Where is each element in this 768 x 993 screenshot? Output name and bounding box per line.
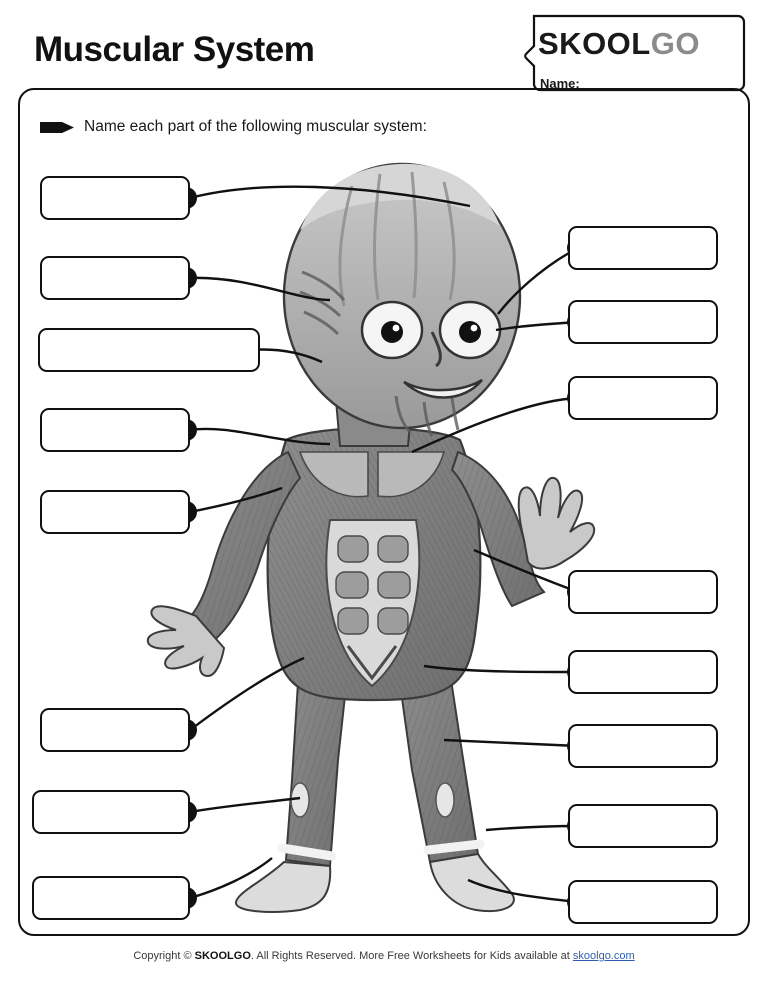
logo-go: GO xyxy=(650,26,700,61)
answer-box-left-6[interactable] xyxy=(40,708,190,752)
answer-box-left-5[interactable] xyxy=(40,490,190,534)
answer-box-right-7[interactable] xyxy=(568,804,718,848)
footer-brand-go: GO xyxy=(233,950,251,962)
logo-wordmark xyxy=(538,26,700,62)
answer-box-right-5[interactable] xyxy=(568,650,718,694)
footer-link[interactable]: skoolgo.com xyxy=(572,950,635,962)
answer-box-right-4[interactable] xyxy=(568,570,718,614)
answer-box-left-2[interactable] xyxy=(40,256,190,300)
page-title: Muscular System xyxy=(34,30,315,69)
answer-box-right-1[interactable] xyxy=(568,226,718,270)
answer-box-right-2[interactable] xyxy=(568,300,718,344)
answer-box-left-4[interactable] xyxy=(40,408,190,452)
instruction-text: Name each part of the following muscular system: xyxy=(84,118,427,135)
footer-brand-skool: SKOOL xyxy=(194,950,234,962)
answer-box-left-1[interactable] xyxy=(40,176,190,220)
answer-box-left-3[interactable] xyxy=(38,328,260,372)
answer-box-left-8[interactable] xyxy=(32,876,190,920)
answer-box-right-8[interactable] xyxy=(568,880,718,924)
logo-skool: SKOOL xyxy=(538,26,651,61)
footer-text: . All Rights Reserved. More Free Worksheets for Kids available at xyxy=(250,950,573,962)
footer xyxy=(0,950,768,962)
answer-box-left-7[interactable] xyxy=(32,790,190,834)
arrow-right-tag-icon xyxy=(40,120,76,135)
brand-logo xyxy=(524,14,746,92)
name-label: Name: xyxy=(540,76,580,91)
answer-box-right-3[interactable] xyxy=(568,376,718,420)
answer-box-right-6[interactable] xyxy=(568,724,718,768)
footer-copyright-prefix: Copyright © xyxy=(133,950,195,962)
